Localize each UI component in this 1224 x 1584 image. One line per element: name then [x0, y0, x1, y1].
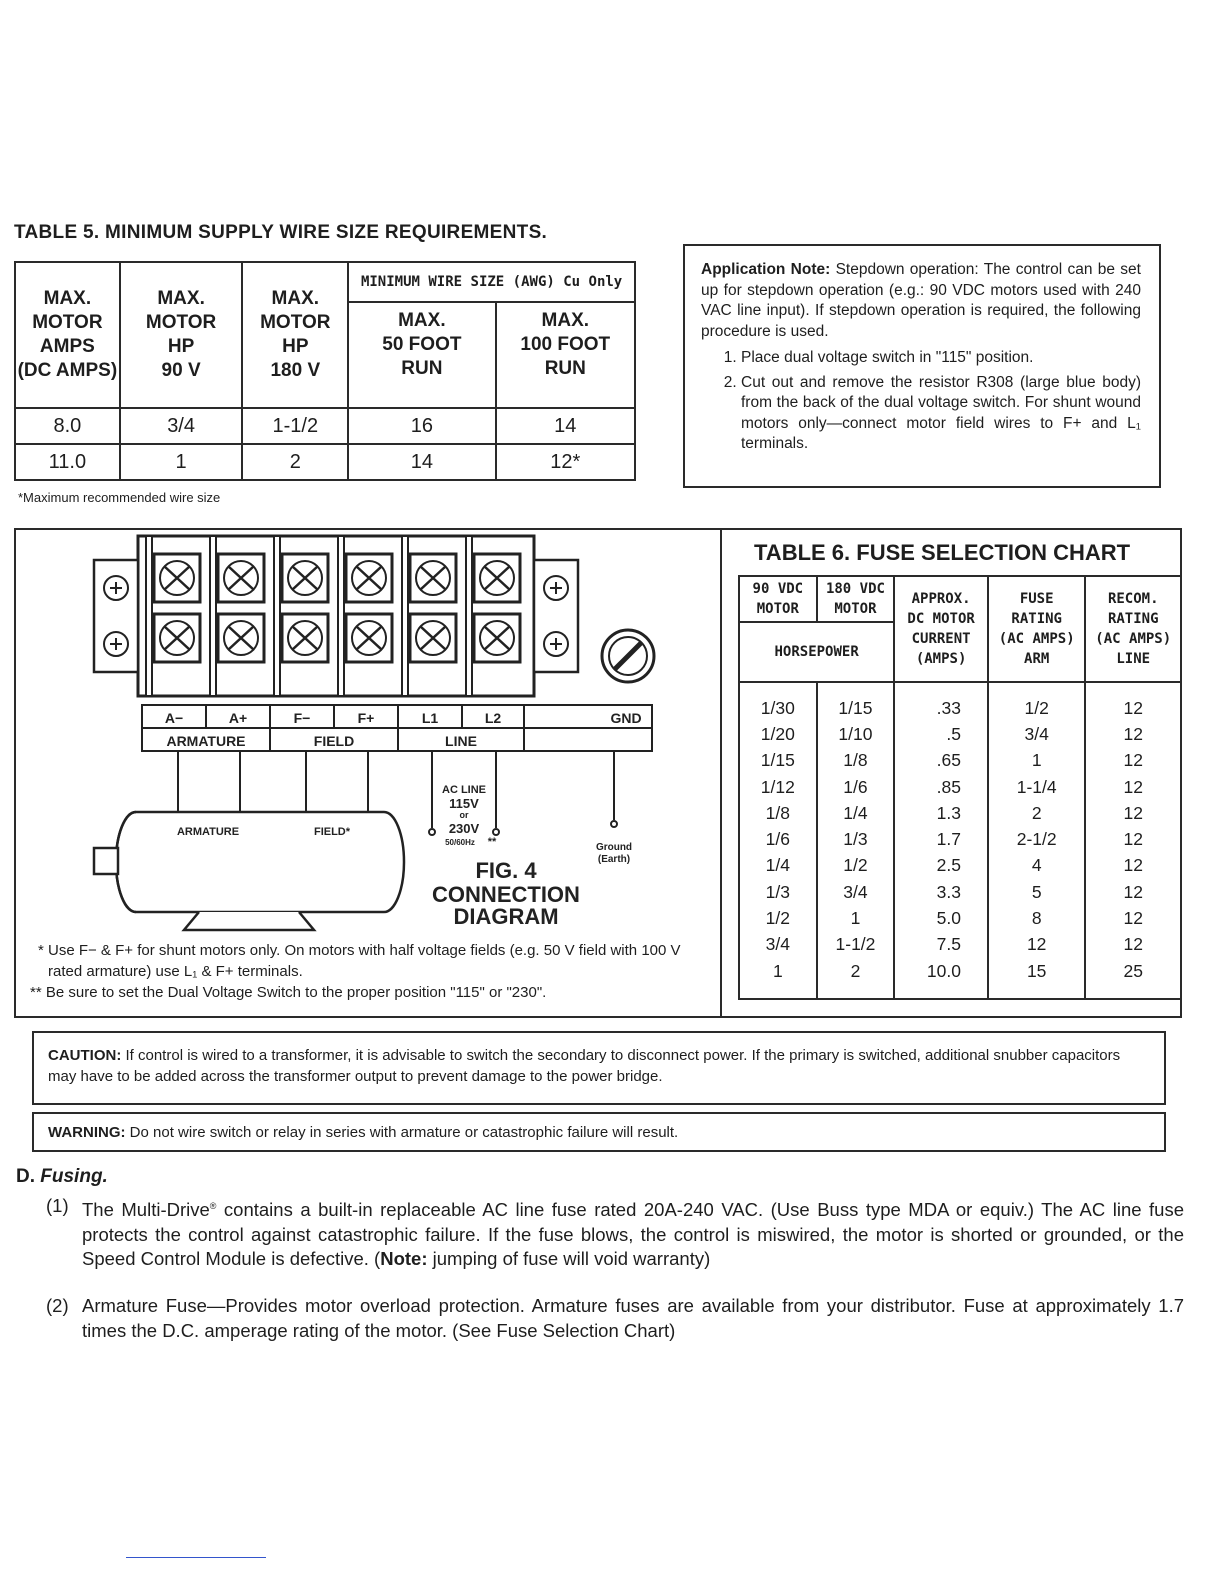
group-label: ARMATURE	[166, 733, 246, 749]
ground-screw-icon	[602, 630, 654, 682]
diagram-note: ** Be sure to set the Dual Voltage Switch to the proper position "115" or "230".	[30, 984, 547, 1001]
terminal-screw-icon	[346, 554, 392, 602]
table-row	[739, 748, 1181, 774]
cell: 12	[1085, 932, 1181, 958]
cell: 14	[496, 408, 635, 444]
app-note-step: 1. Place dual voltage switch in "115" position.	[741, 348, 1141, 369]
diagram-note: * Use F− & F+ for shunt motors only. On motors with half voltage fields (e.g. 50 V field with 100 V rated armature) use L₁ & F+ terminals.	[38, 942, 681, 980]
ac-line-label: AC LINE	[442, 784, 486, 796]
figure-caption: FIG. 4	[475, 858, 537, 883]
motor-icon	[94, 812, 404, 930]
cell: 1/6	[817, 774, 895, 800]
table-row	[739, 879, 1181, 905]
diagram-notes	[30, 940, 710, 1003]
terminal-screw-icon	[410, 614, 456, 662]
section-heading: D. Fusing.	[16, 1166, 108, 1187]
cell: 25	[1085, 958, 1181, 999]
cell: 1/6	[739, 826, 817, 852]
cell: 12*	[496, 444, 635, 480]
table-row	[739, 932, 1181, 958]
cell: 1/10	[817, 721, 895, 747]
terminal-label: F+	[357, 710, 375, 726]
terminal-screw-icon	[474, 554, 520, 602]
cell: 11.0	[15, 444, 120, 480]
table-row	[739, 682, 1181, 721]
cell: 8.0	[15, 408, 120, 444]
cell: 1	[988, 748, 1086, 774]
group-label: FIELD	[313, 733, 355, 749]
ac-line-label: or	[459, 810, 469, 820]
cell: 1	[120, 444, 243, 480]
cell: 3/4	[817, 879, 895, 905]
table-row	[739, 905, 1181, 931]
cell: .85	[894, 774, 988, 800]
cell: 1/2	[988, 682, 1086, 721]
terminal-divider	[146, 536, 152, 696]
terminal-divider	[274, 536, 280, 696]
cell: .5	[894, 721, 988, 747]
terminal-label: A−	[164, 710, 184, 726]
ac-line-label: **	[487, 836, 497, 848]
cell: 3/4	[120, 408, 243, 444]
cell: 1/2	[817, 853, 895, 879]
table-row	[739, 774, 1181, 800]
cell: 1/15	[817, 682, 895, 721]
cell: 2	[242, 444, 348, 480]
table6-title: TABLE 6. FUSE SELECTION CHART	[754, 540, 1131, 565]
caution-box	[32, 1031, 1166, 1105]
table-row	[739, 800, 1181, 826]
cell: 1.7	[894, 826, 988, 852]
cell: 12	[1085, 853, 1181, 879]
t5-header-50ft: MAX. 50 FOOT RUN	[348, 302, 495, 408]
terminal-label: GND	[610, 710, 642, 726]
cell: 1-1/2	[242, 408, 348, 444]
table-row	[15, 444, 635, 480]
table5-footnote: *Maximum recommended wire size	[18, 490, 221, 505]
ground-label: (Earth)	[597, 854, 631, 865]
cell: 1/30	[739, 682, 817, 721]
caution-text: If control is wired to a transformer, it is advisable to switch the secondary to disconnect power. If the primary is switched, additional snubber capacitors may have to be added across the transformer output to prevent damage to the power bridge.	[48, 1047, 1121, 1085]
application-note	[683, 244, 1161, 488]
cell: 12	[1085, 774, 1181, 800]
ac-line-label: 230V	[448, 821, 480, 836]
cell: 1-1/2	[817, 932, 895, 958]
terminal-label: F−	[293, 710, 311, 726]
cell: 12	[1085, 682, 1181, 721]
cell: 1/8	[817, 748, 895, 774]
cell: 7.5	[894, 932, 988, 958]
table-row	[739, 721, 1181, 747]
terminal-divider	[466, 536, 472, 696]
cell: 1/20	[739, 721, 817, 747]
terminal-divider	[210, 536, 216, 696]
terminal-screw-icon	[346, 614, 392, 662]
terminal-label: L1	[421, 710, 439, 726]
cell: 1/4	[739, 853, 817, 879]
cell: 12	[1085, 826, 1181, 852]
app-note-label: Application Note:	[701, 261, 831, 278]
cell: 12	[1085, 905, 1181, 931]
cell: 12	[1085, 879, 1181, 905]
table-row	[15, 408, 635, 444]
fusing-paragraph-1: (1) The Multi-Drive® contains a built-in replaceable AC line fuse rated 20A-240 VAC. (Use Buss type MDA or equiv.) The AC line fuse protects the control against catastrophic failure. If the fuse blows, the control is miswired, the motor is shorted or grounded, or the Speed Control Module is defective. (Note: jumping of fuse will void warranty)	[46, 1195, 1184, 1270]
cell: 2	[988, 800, 1086, 826]
cell: 3/4	[988, 721, 1086, 747]
figure-caption: DIAGRAM	[453, 904, 559, 929]
cell: 1/2	[739, 905, 817, 931]
wire-size-table	[14, 261, 636, 481]
table-row	[739, 958, 1181, 999]
terminal-screw-icon	[154, 554, 200, 602]
cell: 1/4	[817, 800, 895, 826]
cell: 2	[817, 958, 895, 999]
terminal-divider	[338, 536, 344, 696]
cell: 1/8	[739, 800, 817, 826]
t6-header-fuse: FUSE RATING (AC AMPS) ARM	[988, 576, 1086, 682]
cell: 12	[988, 932, 1086, 958]
cell: 1/3	[817, 826, 895, 852]
cell: 2.5	[894, 853, 988, 879]
terminal-screw-icon	[218, 554, 264, 602]
cell: .33	[894, 682, 988, 721]
caution-label: CAUTION:	[48, 1047, 122, 1064]
motor-label: ARMATURE	[176, 826, 240, 838]
terminal-divider	[402, 536, 408, 696]
cell: 5.0	[894, 905, 988, 931]
t5-group-header: MINIMUM WIRE SIZE (AWG) Cu Only	[348, 262, 635, 302]
cell: 1/12	[739, 774, 817, 800]
cell: 16	[348, 408, 495, 444]
warning-label: WARNING:	[48, 1124, 126, 1141]
cell: 2-1/2	[988, 826, 1086, 852]
cell: 1-1/4	[988, 774, 1086, 800]
connection-diagram	[14, 528, 720, 938]
cell: 3.3	[894, 879, 988, 905]
fusing-paragraph-2: (2) Armature Fuse—Provides motor overload protection. Armature fuses are available from your distributor. Fuse at approximately 1.7 times the D.C. amperage rating of the motor. (See Fuse Selection Chart)	[46, 1295, 1184, 1341]
cell: 15	[988, 958, 1086, 999]
table-row	[739, 826, 1181, 852]
ac-line-label: 115V	[449, 796, 479, 811]
terminal-label: A+	[228, 710, 248, 726]
motor-label: FIELD*	[313, 826, 351, 838]
warning-box	[32, 1112, 1166, 1152]
cell: 12	[1085, 800, 1181, 826]
terminal-label: L2	[484, 710, 502, 726]
terminal-screw-icon	[218, 614, 264, 662]
cell: 1	[739, 958, 817, 999]
table-row	[739, 853, 1181, 879]
t5-header-hp180: MAX. MOTOR HP 180 V	[242, 262, 348, 408]
group-label: LINE	[445, 733, 477, 749]
t5-header-hp90: MAX. MOTOR HP 90 V	[120, 262, 243, 408]
fuse-selection-table	[738, 575, 1182, 1000]
cell: 1/15	[739, 748, 817, 774]
cell: .65	[894, 748, 988, 774]
t6-header-current: APPROX. DC MOTOR CURRENT (AMPS)	[894, 576, 988, 682]
t6-header-90vdc: 90 VDC MOTOR	[739, 576, 817, 622]
t6-header-recom: RECOM. RATING (AC AMPS) LINE	[1085, 576, 1181, 682]
cell: 8	[988, 905, 1086, 931]
t5-header-100ft: MAX. 100 FOOT RUN	[496, 302, 635, 408]
table5-title: TABLE 5. MINIMUM SUPPLY WIRE SIZE REQUIREMENTS.	[14, 222, 548, 243]
terminal-screw-icon	[154, 614, 200, 662]
figure-caption: CONNECTION	[432, 882, 580, 907]
cell: 12	[1085, 721, 1181, 747]
terminal-screw-icon	[410, 554, 456, 602]
cell: 3/4	[739, 932, 817, 958]
cell: 1	[817, 905, 895, 931]
paragraph-number: (1)	[46, 1195, 69, 1216]
app-note-text: Stepdown operation: The control can be set up for stepdown operation (e.g.: 90 VDC motors used with 240 VAC line input). If stepdown operation is required, the following procedure is used.	[701, 261, 1141, 340]
terminal-screw-icon	[474, 614, 520, 662]
cell: 5	[988, 879, 1086, 905]
ground-label: Ground	[595, 842, 633, 853]
terminal-screw-icon	[282, 614, 328, 662]
terminal-screw-icon	[282, 554, 328, 602]
cell: 1.3	[894, 800, 988, 826]
t5-header-amps: MAX. MOTOR AMPS (DC AMPS)	[15, 262, 120, 408]
cell: 14	[348, 444, 495, 480]
warning-text: Do not wire switch or relay in series with armature or catastrophic failure will result.	[129, 1124, 679, 1141]
cell: 12	[1085, 748, 1181, 774]
t6-header-horsepower: HORSEPOWER	[739, 622, 894, 682]
paragraph-number: (2)	[46, 1295, 69, 1316]
cell: 4	[988, 853, 1086, 879]
cell: 10.0	[894, 958, 988, 999]
t6-header-180vdc: 180 VDC MOTOR	[817, 576, 895, 622]
cell: 1/3	[739, 879, 817, 905]
ac-line-label: 50/60Hz	[445, 838, 475, 847]
footer-rule	[126, 1557, 266, 1558]
app-note-step: 2. Cut out and remove the resistor R308 (large blue body) from the back of the dual voltage switch. For shunt wound motors only—connect motor field wires to F+ and L₁ terminals.	[741, 373, 1141, 455]
